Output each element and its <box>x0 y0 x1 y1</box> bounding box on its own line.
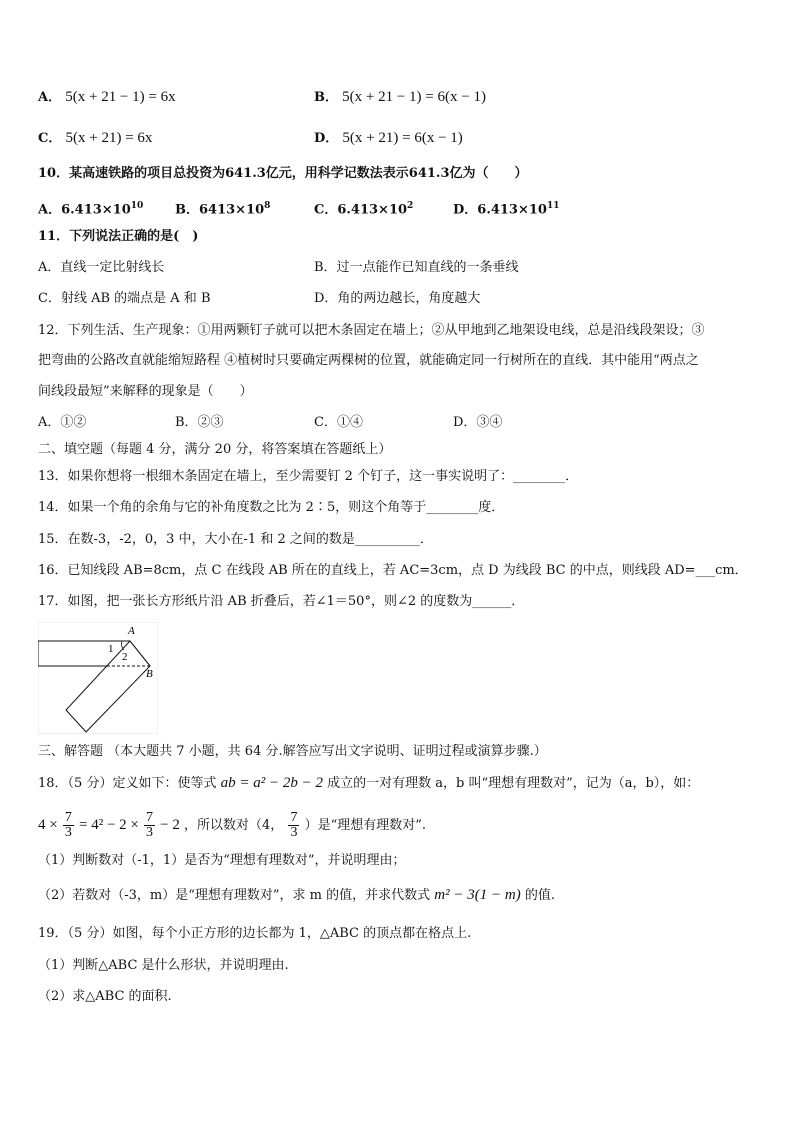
q10-option-c-label: C．6.413×10 <box>314 202 408 218</box>
q9-option-c-letter: C． <box>38 131 62 146</box>
q18-part-2-a: （2）若数对（-3，m）是“理想有理数对”，求 m 的值，并求代数式 <box>38 888 431 903</box>
fraction-denominator: 3 <box>64 825 72 840</box>
q11-option-d: D．角的两边越长，角度越大 <box>314 291 481 306</box>
q16-text: 16．已知线段 AB=8cm，点 C 在线段 AB 所在的直线上，若 AC=3cm，点 D 为线段 BC 的中点，则线段 AD=___cm． <box>38 563 748 578</box>
q9-option-c-expr: 5(x + 21) = 6x <box>65 130 153 146</box>
q10-option-b-exp: 8 <box>264 201 271 211</box>
q11-stem: 11．下列说法正确的是( ) <box>38 229 199 244</box>
fraction-denominator: 3 <box>290 825 298 840</box>
q10-option-a <box>38 197 143 219</box>
q12-line-3: 间线段最短”来解释的现象是（ ） <box>38 384 253 399</box>
q11-option-a: A．直线一定比射线长 <box>38 260 165 275</box>
section-2-heading: 二、填空题（每题 4 分，满分 20 分，将答案填在答题纸上） <box>38 442 392 457</box>
q18-stem <box>38 774 699 793</box>
q9-option-a-letter: A． <box>38 90 62 105</box>
q18-example-mid: = 4² − 2 × <box>79 817 139 833</box>
q19-part-2: （2）求△ABC 的面积. <box>38 989 172 1004</box>
q18-part-1: （1）判断数对（-1，1）是否为“理想有理数对”，并说明理由； <box>38 853 406 868</box>
q10-option-d-label: D．6.413×10 <box>453 202 547 218</box>
q18-fraction-3 <box>288 811 299 840</box>
q18-example-text-2: ）是“理想有理数对”. <box>304 818 427 833</box>
q9-option-a <box>38 88 176 107</box>
fraction-numerator: 7 <box>290 810 298 825</box>
q14-text: 14．如果一个角的余角与它的补角度数之比为 2∶5，则这个角等于________度． <box>38 500 505 515</box>
q18-part-2 <box>38 886 555 905</box>
q9-option-d <box>314 129 463 148</box>
fraction-denominator: 3 <box>146 825 154 840</box>
q19-part-1: （1）判断△ABC 是什么形状，并说明理由. <box>38 958 289 973</box>
q9-option-a-expr: 5(x + 21 − 1) = 6x <box>65 89 176 105</box>
q9-option-d-letter: D． <box>314 131 339 146</box>
q11-option-c: C．射线 AB 的端点是 A 和 B <box>38 291 211 306</box>
q12-option-c: C．①④ <box>314 415 363 430</box>
q12-option-b: B．②③ <box>175 415 224 430</box>
q18-stem-b: 成立的一对有理数 a，b 叫“理想有理数对”，记为（a，b），如： <box>327 776 700 791</box>
q10-stem: 10．某高速铁路的项目总投资为641.3亿元，用科学记数法表示641.3亿为（ ） <box>38 166 528 181</box>
q18-fraction-1 <box>63 811 74 840</box>
q9-option-d-expr: 5(x + 21) = 6(x − 1) <box>342 130 463 146</box>
q18-example-tail: − 2 <box>160 817 180 833</box>
q18-stem-a: 18．（5 分）定义如下：使等式 <box>38 776 217 791</box>
fraction-numerator: 7 <box>146 810 154 825</box>
q10-option-a-exp: 10 <box>130 201 144 211</box>
q18-example-text: ，所以数对（4， <box>184 818 284 833</box>
q18-fraction-2 <box>144 811 155 840</box>
figure-label-a: A <box>128 625 135 637</box>
figure-label-1: 1 <box>108 643 114 655</box>
q10-option-c-exp: 2 <box>407 201 414 211</box>
q10-option-d <box>453 197 560 219</box>
q18-example <box>38 808 426 843</box>
q10-option-d-exp: 11 <box>546 201 560 211</box>
q17-figure <box>38 622 158 734</box>
q9-option-b-letter: B． <box>314 90 338 105</box>
q10-option-b-label: B．6413×10 <box>175 202 265 218</box>
q12-option-d: D．③④ <box>453 415 503 430</box>
q18-part-2-b: 的值. <box>524 888 555 903</box>
q12-option-a: A．①② <box>38 415 87 430</box>
q17-text: 17．如图，把一张长方形纸片沿 AB 折叠后，若∠1＝50°，则∠2 的度数为______． <box>38 594 525 609</box>
q10-option-b <box>175 197 270 219</box>
q11-option-b: B．过一点能作已知直线的一条垂线 <box>314 260 519 275</box>
q19-stem: 19．（5 分）如图，每个小正方形的边长都为 1，△ABC 的顶点都在格点上. <box>38 926 472 941</box>
section-3-heading: 三、解答题 （本大题共 7 小题，共 64 分.解答应写出文字说明、证明过程或演算步骤.） <box>38 744 547 759</box>
q15-text: 15．在数-3，-2，0，3 中，大小在-1 和 2 之间的数是__________． <box>38 532 433 547</box>
q9-option-c <box>38 129 152 148</box>
fraction-numerator: 7 <box>64 810 72 825</box>
figure-label-2: 2 <box>122 651 128 663</box>
q12-line-1: 12．下列生活、生产现象：①用两颗钉子就可以把木条固定在墙上；②从甲地到乙地架设电线，总是沿线段架设；③ <box>38 323 705 338</box>
q18-example-lhs: 4 × <box>38 817 58 833</box>
q18-equation: ab = a² − 2b − 2 <box>220 775 323 791</box>
figure-label-b: B <box>146 668 153 680</box>
q12-line-2: 把弯曲的公路改直就能缩短路程 ④植树时只要确定两棵树的位置，就能确定同一行树所在的直线．其中能用“两点之 <box>38 353 699 368</box>
q9-option-b-expr: 5(x + 21 − 1) = 6(x − 1) <box>342 89 486 105</box>
q18-part-2-expr: m² − 3(1 − m) <box>434 887 521 903</box>
q9-option-b <box>314 88 486 107</box>
q13-text: 13．如果你想将一根细木条固定在墙上，至少需要钉 2 个钉子，这一事实说明了：________． <box>38 469 579 484</box>
q10-option-c <box>314 197 413 219</box>
q10-option-a-label: A．6.413×10 <box>38 202 131 218</box>
